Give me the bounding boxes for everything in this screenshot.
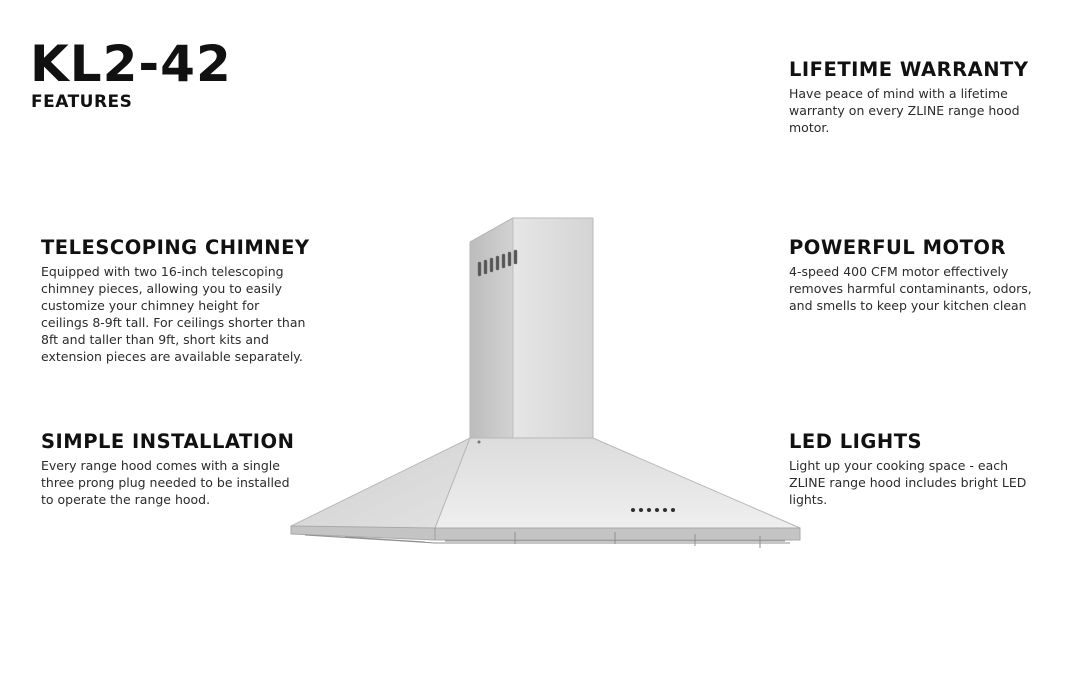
feature-heading: LIFETIME WARRANTY [789, 58, 1029, 81]
feature-heading: POWERFUL MOTOR [789, 236, 1006, 259]
feature-led-lights [789, 430, 1039, 508]
feature-description: Equipped with two 16-inch telescoping chimney pieces, allowing you to easily customize your chimney height for ceilings 8-9ft tall. For ceilings shorter than 8ft and taller than 9ft, short kits and extension pieces are available separately. [41, 264, 306, 364]
feature-description: 4-speed 400 CFM motor effectively removes harmful contaminants, odors, and smells to keep your kitchen clean [789, 264, 1032, 313]
canopy [291, 438, 800, 540]
chimney [470, 218, 593, 438]
screw [478, 441, 481, 444]
product-title: KL2-42 [30, 35, 232, 93]
feature-simple-installation [41, 430, 303, 508]
feature-heading: LED LIGHTS [789, 430, 923, 453]
feature-description: Have peace of mind with a lifetime warranty on every ZLINE range hood motor. [789, 86, 1020, 135]
feature-lifetime-warranty [789, 58, 1049, 136]
feature-powerful-motor [789, 236, 1051, 314]
range-hood-image [285, 210, 815, 560]
feature-heading: SIMPLE INSTALLATION [41, 430, 295, 453]
feature-telescoping-chimney [41, 236, 309, 365]
feature-description: Light up your cooking space - each ZLINE range hood includes bright LED lights. [789, 458, 1027, 507]
feature-description: Every range hood comes with a single three prong plug needed to be installed to operate the range hood. [41, 458, 290, 507]
feature-heading: TELESCOPING CHIMNEY [41, 236, 310, 259]
features-subtitle: FEATURES [31, 92, 133, 112]
